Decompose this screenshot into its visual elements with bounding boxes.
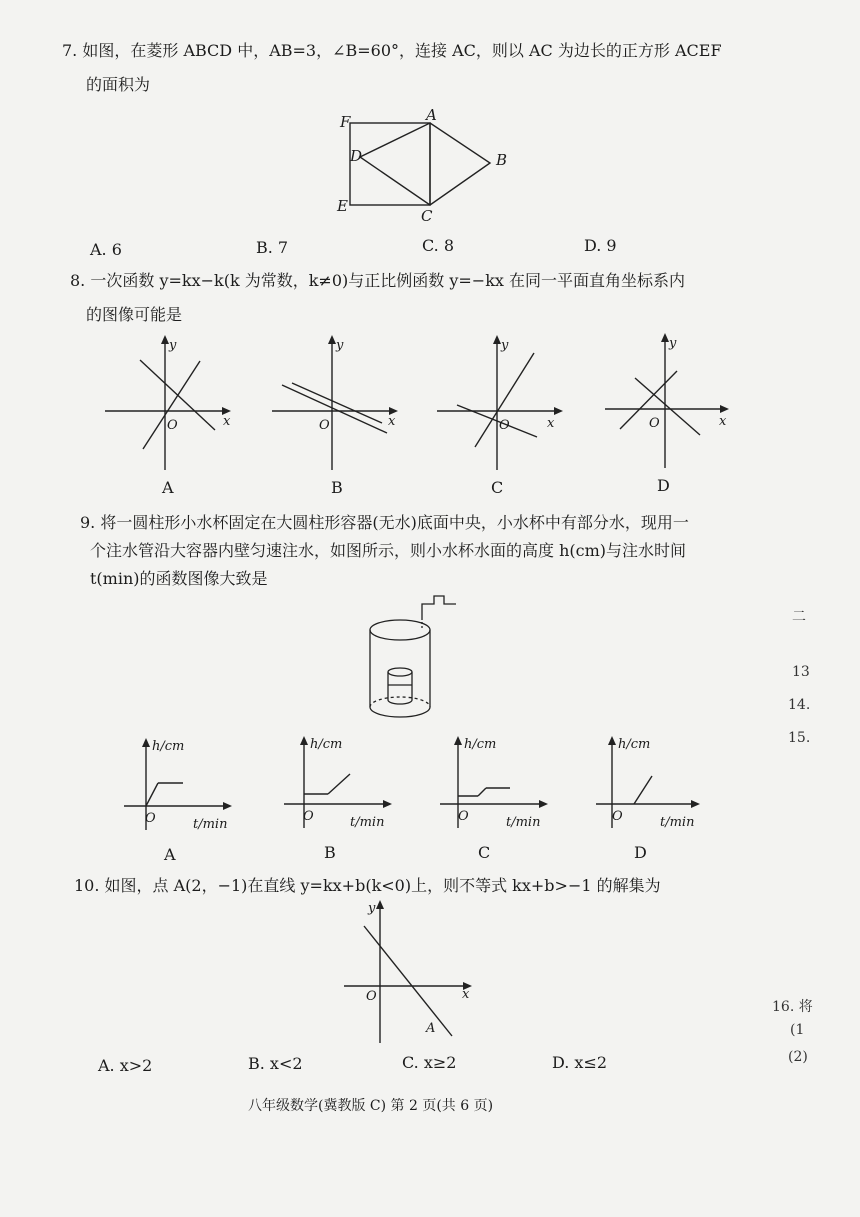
q8-graph-d (605, 333, 740, 483)
edge-text-1: 二 (792, 609, 806, 625)
q7-stem-line2: 的面积为 (86, 75, 151, 94)
edge-text-3: 14. (788, 697, 811, 713)
edge-text-5: 16. 将 (772, 999, 813, 1015)
q9-letter-b: B (324, 843, 336, 862)
label-A: A (426, 106, 437, 124)
label-F: F (340, 113, 351, 131)
q7-option-a: A. 6 (90, 240, 122, 259)
q9-graph-b (278, 736, 403, 836)
y-label: y (501, 338, 509, 353)
origin-label: O (499, 418, 510, 433)
q7-stem-line1: 7. 如图，在菱形 ABCD 中，AB=3，∠B=60°，连接 AC，则以 AC 为边长的正方形 ACEF (62, 41, 722, 60)
q8-letter-d: D (657, 476, 670, 495)
h-axis-label: h/cm (618, 737, 651, 752)
q8-stem-line1: 8. 一次函数 y=kx−k(k 为常数，k≠0)与正比例函数 y=−kx 在同一平面直角坐标系内 (70, 271, 685, 290)
q9-stem-line3: t(min)的函数图像大致是 (90, 569, 268, 588)
q7-option-b: B. 7 (256, 238, 289, 257)
q8-graph-a (105, 335, 240, 485)
h-axis-label: h/cm (464, 737, 497, 752)
edge-text-6: (1 (790, 1022, 805, 1038)
page-footer: 八年级数学(冀教版 C) 第 2 页(共 6 页) (248, 1098, 494, 1114)
x-label: x (223, 414, 231, 429)
h-axis-label: h/cm (310, 737, 343, 752)
q9-graph-c (434, 736, 559, 836)
q10-option-b: B. x<2 (248, 1054, 303, 1073)
origin-label: O (612, 809, 623, 824)
t-axis-label: t/min (350, 815, 385, 830)
q8-letter-b: B (331, 478, 343, 497)
q9-graph-a (118, 738, 243, 838)
q8-letter-c: C (491, 478, 504, 497)
origin-label: O (458, 809, 469, 824)
label-C: C (421, 207, 433, 225)
label-E: E (337, 197, 348, 215)
q10-stem: 10. 如图，点 A(2，−1)在直线 y=kx+b(k<0)上，则不等式 kx+b>−1 的解集为 (74, 876, 661, 895)
y-label: y (669, 336, 677, 351)
edge-text-2: 13 (792, 664, 810, 680)
origin-label: O (303, 809, 314, 824)
origin-label: O (649, 416, 660, 431)
origin-label: O (167, 418, 178, 433)
q7-rhombus-square-figure (330, 105, 510, 230)
point-a-label: A (426, 1021, 436, 1036)
q9-graph-d (590, 736, 715, 836)
q9-stem-line1: 9. 将一圆柱形小水杯固定在大圆柱形容器(无水)底面中央，小水杯中有部分水，现用一 (80, 513, 689, 532)
q10-option-a: A. x>2 (98, 1056, 153, 1075)
origin-label: O (366, 989, 377, 1004)
origin-label: O (145, 811, 156, 826)
h-axis-label: h/cm (152, 739, 185, 754)
x-label: x (547, 416, 555, 431)
t-axis-label: t/min (506, 815, 541, 830)
label-B: B (496, 151, 508, 169)
label-D: D (350, 147, 363, 165)
q9-letter-a: A (164, 845, 176, 864)
origin-label: O (319, 418, 330, 433)
y-label: y (169, 338, 177, 353)
y-label: y (336, 338, 344, 353)
q8-letter-a: A (162, 478, 174, 497)
q9-stem-line2: 个注水管沿大容器内壁匀速注水，如图所示，则小水杯水面的高度 h(cm)与注水时间 (90, 541, 687, 560)
q10-line-figure (340, 898, 480, 1043)
t-axis-label: t/min (660, 815, 695, 830)
q10-option-c: C. x≥2 (402, 1053, 457, 1072)
q8-graph-b (272, 335, 407, 485)
x-label: x (462, 987, 470, 1002)
q9-letter-c: C (478, 843, 491, 862)
q8-stem-line2: 的图像可能是 (86, 305, 183, 324)
edge-text-4: 15. (788, 730, 811, 746)
x-label: x (388, 414, 396, 429)
q9-container-figure (360, 592, 470, 727)
edge-text-7: (2) (788, 1049, 808, 1065)
q7-option-c: C. 8 (422, 236, 455, 255)
q9-letter-d: D (634, 843, 647, 862)
y-label: y (368, 901, 376, 916)
q8-graph-c (437, 335, 572, 485)
q10-option-d: D. x≤2 (552, 1053, 608, 1072)
t-axis-label: t/min (193, 817, 228, 832)
q7-option-d: D. 9 (584, 236, 617, 255)
x-label: x (719, 414, 727, 429)
